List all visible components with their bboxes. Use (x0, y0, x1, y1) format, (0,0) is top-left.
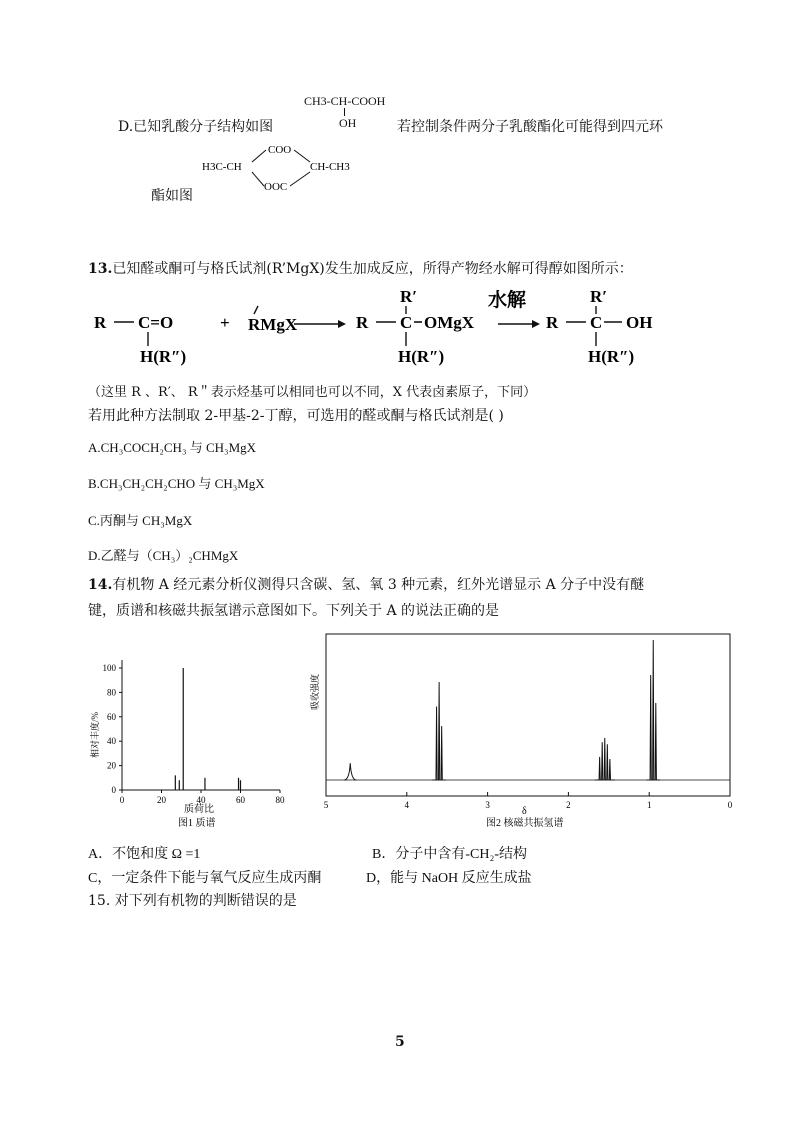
scheme-oh: OH (626, 313, 653, 332)
ms-xtick-label: 0 (119, 795, 125, 805)
ms-ytick-label: 0 (111, 785, 116, 795)
ester-right-group: CH-CH3 (310, 161, 350, 173)
ms-xtick-label: 20 (157, 795, 166, 805)
q14-stem-line1 (88, 574, 644, 594)
q13-option-d-label: D. (88, 548, 101, 563)
nmr-xtick-label: 3 (485, 800, 490, 810)
q13-option-c-text: 丙酮与 CH₃MgX (99, 513, 193, 528)
nmr-title: 图2 核磁共振氢谱 (486, 818, 564, 829)
q13-question: 若用此种方法制取 2-甲基-2-丁醇，可选用的醛或酮与格氏试剂是( ) (88, 408, 504, 424)
ms-xtick-label: 40 (196, 795, 206, 805)
scheme-omgx: OMgX (424, 313, 475, 332)
mass-spectrum-chart (84, 650, 294, 830)
nmr-xtick-label: 4 (404, 800, 410, 810)
ester-ooc: OOC (264, 181, 288, 193)
q14-option-b-label: B． (372, 847, 396, 862)
grignard-reaction-scheme (88, 284, 708, 370)
scheme-r-prime-mid: R′ (400, 287, 418, 306)
q15-stem: 15. 对下列有机物的判断错误的是 (88, 893, 297, 909)
q14-option-c-label: C， (88, 871, 112, 886)
q14-option-d-text: 能与 NaOH 反应生成盐 (390, 871, 532, 886)
scheme-h-r2: H(R″) (398, 347, 445, 366)
q13-option-a-label: A. (88, 440, 101, 455)
ms-xtick-label: 80 (275, 795, 285, 805)
ester-coo: COO (268, 144, 292, 156)
scheme-h-r1: H(R″) (140, 347, 187, 366)
ms-ytick-label: 40 (107, 736, 116, 747)
q13-option-c-label: C. (88, 513, 100, 528)
q12d-text-end: 酯如图 (151, 188, 193, 204)
q14-option-c (88, 867, 321, 887)
q13-option-d (88, 545, 238, 564)
nmr-xtick-label: 2 (566, 800, 571, 810)
nmr-peak (344, 763, 356, 780)
nmr-frame (326, 634, 730, 796)
nmr-xtick-label: 0 (727, 800, 733, 810)
scheme-h-r3: H(R″) (588, 347, 635, 366)
q14-option-d (366, 867, 532, 887)
scheme-reagent: RMgX (248, 315, 298, 334)
ms-title: 图1 质谱 (178, 818, 216, 829)
ms-ytick-label: 20 (107, 760, 116, 771)
lactic-formula-top: CH3-CH-COOH (304, 94, 386, 108)
q13-stem-text: 已知醛或酮可与格氏试剂(R’MgX)发生加成反应，所得产物经水解可得醇如图所示： (112, 261, 633, 277)
q14-option-a (88, 843, 200, 863)
q14-option-c-text: 一定条件下能与氧气反应生成丙酮 (111, 871, 322, 886)
nmr-peak (646, 640, 660, 780)
q13-option-b-text: CH₃CH₂CH₂CHO 与 CH₃MgX (99, 476, 265, 491)
q13-number: 13. (88, 261, 113, 277)
scheme-r-prime-right: R′ (590, 287, 608, 306)
ms-ytick-label: 80 (107, 687, 116, 698)
nmr-xlabel: δ (522, 806, 527, 817)
ms-xtick-label: 60 (236, 795, 245, 805)
ms-xlabel: 质荷比 (184, 804, 214, 815)
q13-stem (88, 258, 633, 278)
scheme-r-mid: R (356, 313, 369, 332)
q14-option-b (372, 843, 527, 863)
q13-note: （这里 R 、R′、 R＂表示烃基可以相同也可以不同，X 代表卤素原子，下同） (88, 385, 537, 400)
nmr-peak (595, 738, 615, 780)
scheme-hydrolysis: 水解 (488, 290, 527, 311)
nmr-xtick-label: 1 (646, 800, 652, 810)
q12d-text-before: D.已知乳酸分子结构如图 (118, 119, 274, 135)
q13-option-a-text: CH₃COCH₂CH₃ 与 CH₃MgX (100, 440, 257, 455)
q14-option-d-label: D， (366, 871, 391, 886)
q13-option-b-label: B. (88, 476, 100, 491)
cyclic-ester-structure (200, 142, 370, 194)
q14-stem-line1-text: 有机物 A 经元素分析仪测得只含碳、氢、氧 3 种元素，红外光谱显示 A 分子中没有醚 (112, 577, 645, 593)
nmr-peak (432, 682, 446, 780)
q13-option-c (88, 510, 192, 529)
lactic-formula-oh: OH (339, 116, 357, 130)
scheme-c-mid: C (400, 313, 413, 332)
q14-option-a-label: A． (88, 847, 113, 862)
scheme-r-left: R (94, 313, 107, 332)
q13-option-d-text: 乙醛与（CH₃）₂CHMgX (100, 548, 239, 563)
q13-option-a (88, 437, 256, 456)
q14-option-b-text: 分子中含有-CH₂-结构 (395, 847, 527, 862)
ms-ytick-label: 100 (102, 663, 116, 673)
scheme-c-right: C (590, 313, 603, 332)
ester-left-group: H3C-CH (202, 161, 242, 173)
lactic-bond (344, 108, 345, 116)
nmr-xtick-label: 5 (323, 800, 329, 810)
page-number: 5 (395, 1034, 405, 1050)
q12d-text-after: 若控制条件两分子乳酸酯化可能得到四元环 (397, 119, 663, 135)
scheme-r-right: R (546, 313, 559, 332)
nmr-spectrum-chart (300, 630, 740, 830)
scheme-carbonyl: C=O (138, 313, 174, 332)
nmr-ylabel: 吸收强度 (310, 673, 320, 710)
ms-ytick-label: 60 (107, 711, 116, 722)
ms-ylabel: 相对丰度/% (90, 712, 100, 758)
scheme-plus: + (220, 313, 230, 332)
q14-option-a-text: 不饱和度 Ω =1 (112, 847, 201, 862)
q13-option-b (88, 473, 265, 492)
q14-number: 14. (88, 577, 113, 593)
q14-stem-line2: 键，质谱和核磁共振氢谱示意图如下。下列关于 A 的说法正确的是 (88, 603, 500, 619)
